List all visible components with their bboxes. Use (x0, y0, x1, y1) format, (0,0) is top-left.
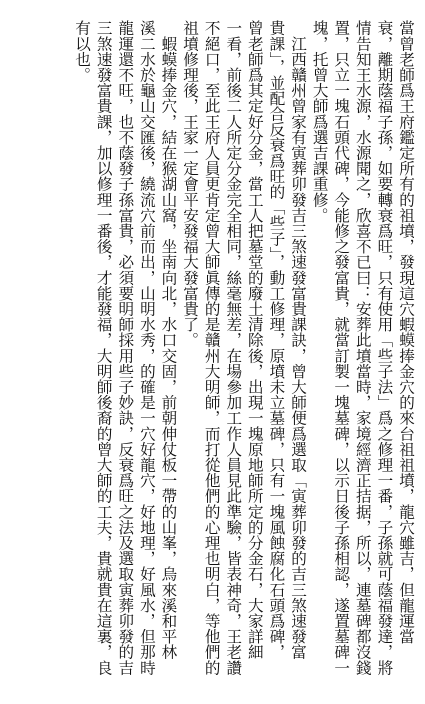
text-column: 衰，離期蔭福子孫，如要轉衰爲旺，只有使用「些子法」爲之修理一番，子孫就可蔭福發達，將 (375, 20, 394, 676)
text-column: 當曾老師爲王府鑑定所有的祖墳，發現這穴蝦蟆捧金穴的來台祖祖墳，龍穴雖吉，但龍運當 (397, 20, 415, 644)
text-column: 溪二水於龜山交匯後，繞流穴前而出，山明水秀，的確是一穴好龍穴，好地理，好風水，但那時 (137, 20, 156, 676)
text-column: 有以也。 (73, 20, 92, 83)
text-column: 祖墳修理後，王家一定會平安發福大發富貴了。 (181, 20, 200, 348)
text-column: 曾老師爲其定好分金，當工人把墓堂的廢土清除後，出現一塊原地師所定的分金石，大家詳細 (245, 20, 264, 660)
text-column: 龍運還不旺，也不蔭發子孫富貴，必須要明師採用些子妙訣，反衰爲旺之法及選取寅葬卯發的吉 (116, 20, 135, 676)
text-column: 蝦蟆捧金穴，結在猴湖山窩，坐南向北，水口交固，前朝伸仗板一帶的山峯，烏來溪和平林 (159, 20, 178, 660)
text-column: 不絕口，至此王府人員更肯定曾大師眞傳的是贛州大明師，而打從他們的心理也明白，等他們的 (202, 20, 221, 676)
text-column: 情告知王水源，水源聞之，欣喜不已曰：安葬此墳當時，家境經濟正拮据，所以，連墓碑都沒錢 (353, 20, 372, 676)
document-page (3, 20, 415, 692)
text-column: 塊，托曾大師爲選吉課重修。 (310, 20, 329, 223)
text-column: 江西贛州曾家有寅葬卯發吉三煞速發富貴課訣，曾大師便爲選取「寅葬卯發的吉三煞速發富 (289, 20, 308, 660)
text-column: 貴課」，並配合反衰爲旺的「些子」，動工修理，原墳未立墓碑，只有一塊風蝕腐化石頭爲碑， (267, 20, 286, 660)
text-column: 置，只立一塊石頭代碑，今能修之發富貴，就當訂製一塊墓碑，以示日後子孫相認，遂置墓碑一 (332, 20, 351, 676)
text-column: 三煞速發富貴課，加以修理一番後，才能發福，大明師後裔的曾大師的工夫，貴就貴在這裏，良 (94, 20, 113, 676)
text-column: 一看，前後二人所定分金完全相同，絲毫無差，在場參加工作人員見此準驗，皆表神奇，王老讚 (224, 20, 243, 676)
